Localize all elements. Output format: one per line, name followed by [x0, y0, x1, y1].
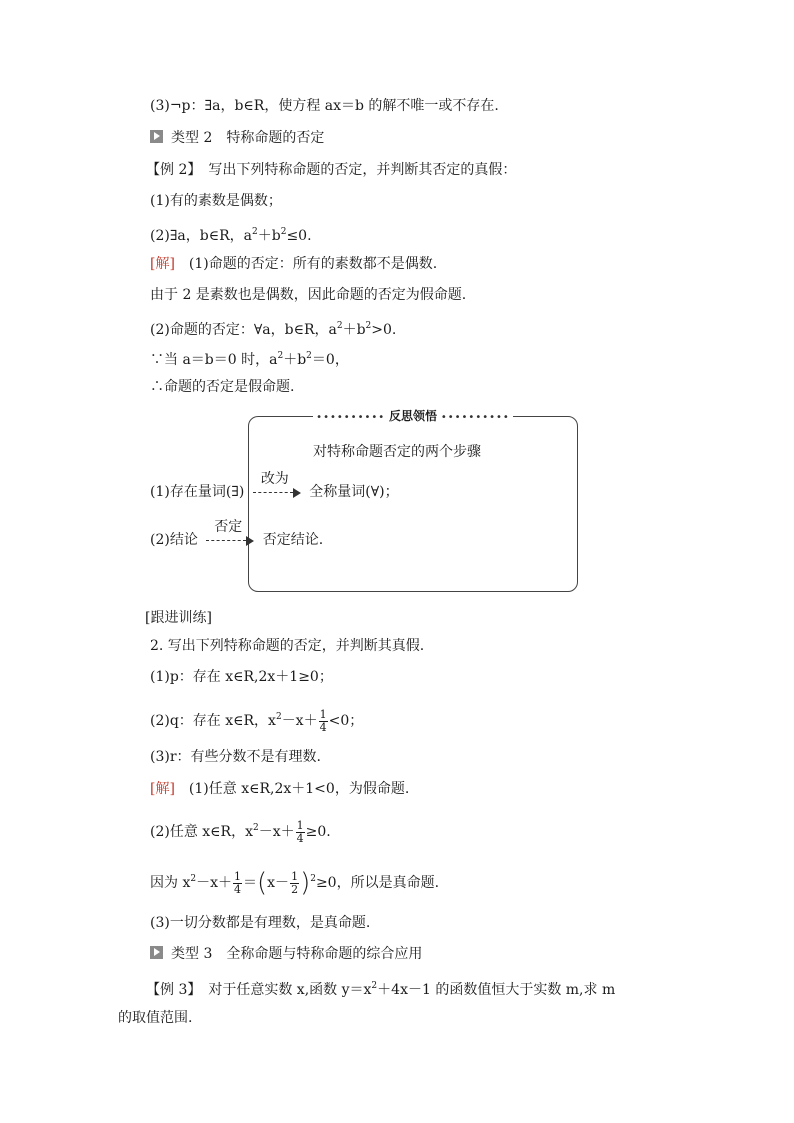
solution-tag: [解]	[150, 256, 175, 272]
section-type2-title: 类型 2 特称命题的否定	[171, 130, 325, 146]
section-type3	[150, 944, 422, 964]
section-type3-title: 类型 3 全称命题与特称命题的综合应用	[171, 946, 423, 962]
solution-1: [解] (1)命题的否定：所有的素数都不是偶数.	[150, 256, 438, 272]
play-icon	[150, 946, 163, 959]
follow-up-heading: [跟进训练]	[145, 610, 212, 626]
example-2: 【例 2】 写出下列特称命题的否定，并判断其否定的真假：	[146, 162, 517, 178]
reflection-tag: •••••••••• 反思领悟 ••••••••••	[249, 407, 577, 424]
solution-1-reason: 由于 2 是素数也是偶数，因此命题的否定为假命题.	[150, 287, 467, 303]
neg-p-statement: (3)¬p：∃a，b∈R，使方程 ax＝b 的解不唯一或不存在.	[150, 98, 499, 114]
example-3-cont: 的取值范围.	[118, 1010, 193, 1026]
question-2: 2. 写出下列特称命题的否定，并判断其真假.	[150, 638, 425, 654]
answer-3: (3)一切分数都是有理数，是真命题.	[150, 915, 371, 931]
arrow-icon: 改为	[253, 488, 301, 498]
reflection-tag-label: 反思领悟	[388, 409, 437, 423]
play-icon	[150, 130, 163, 143]
example-3: 【例 3】 对于任意实数 x,函数 $y=x^2+4x-1$ 的函数值恒大于实数 m,求 m	[146, 981, 616, 998]
section-type2	[150, 128, 324, 148]
example-2-item-2: (2)∃a，b∈R，$a^2+b^2\le 0$.	[150, 227, 312, 244]
question-2-item-1: (1)p：存在 x∈R,2x＋1≥0；	[150, 669, 333, 685]
answer-2-reason: 因为 $x^2-x+$ $\frac{1}{4}$ ＝(x－ $\frac{1}{2}$ )$^2$≥0，所以是真命题.	[150, 868, 440, 898]
answer-1: [解] (1)任意 x∈R,2x＋1<0，为假命题.	[150, 781, 410, 797]
question-2-item-3: (3)r：有些分数不是有理数.	[150, 749, 321, 765]
reflection-step-2: (2)结论 否定 否定结论.	[150, 519, 324, 548]
arrow-icon: 否定	[206, 536, 254, 546]
reflection-step-1: (1)存在量词(∃) 改为 全称量词(∀)；	[150, 471, 399, 500]
example-2-item-1: (1)有的素数是偶数；	[150, 193, 282, 209]
answer-2: (2)任意 x∈R，$x^2-x+$ $\frac{1}{4}$ ≥0.	[150, 818, 331, 845]
question-2-item-2: (2)q：存在 x∈R，$x^2-x+$ $\frac{1}{4}$ <0；	[150, 707, 364, 734]
solution-2-therefore: ∴命题的否定是假命题.	[150, 379, 295, 395]
solution-2-since: ∵当 a＝b＝0 时，$a^2+b^2=0$，	[150, 351, 349, 368]
reflection-title: 对特称命题否定的两个步骤	[313, 444, 481, 460]
solution-2: (2)命题的否定：∀a，b∈R，$a^2+b^2>0$.	[150, 321, 397, 338]
